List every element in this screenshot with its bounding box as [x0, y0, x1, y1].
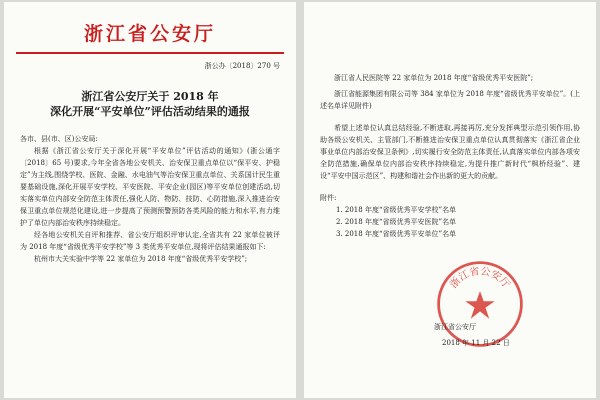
document-number: 浙公办〔2018〕270 号: [204, 62, 280, 70]
enterprise-result: 浙江省能源集团有限公司等 384 家单位为 2018 年度“省级优秀平安单位”。(上述名单详见附件): [320, 90, 580, 110]
document-page-left: [4, 2, 296, 398]
document-title: [20, 89, 280, 119]
body-paragraph-3: 杭州市大关实验中学等 22 家单位为 2018 年度“省级优秀平安学校”;: [34, 255, 248, 263]
title-line-2: 深化开展“平安单位”评估活动结果的通报: [50, 105, 250, 118]
attachment-item-1: 1. 2018 年度“省级优秀平安学校”名单: [336, 206, 457, 214]
closing-paragraph: 希望上述单位认真总结经验,不断进取,再接再厉,充分发挥典型示范引领作用,协助各级公安机关、主管部门,不断推进治安保卫重点单位认真贯彻落实《浙江省企业事业单位内部治安保卫条例》,切实履行安全防范主体责任,认真落实单位内部各项安全防范措施,确保单位内部治安秩序持续稳定,为提升推广新时代“枫桥经验”、建设“平安中国示范区”、构建和谐社会作出新的更大的贡献。: [320, 124, 580, 180]
attachment-item-3: 3. 2018 年度“省级优秀平安单位”名单: [336, 230, 457, 238]
signature-date: 2018 年 11 月 22 日: [442, 339, 510, 347]
svg-text:浙江省公安厅: 浙江省公安厅: [448, 266, 512, 291]
document-page-right: [304, 2, 596, 398]
body-paragraph-1: 根据《浙江省公安厅关于深化开展“平安单位”评估活动的通知》(浙公通字〔2018〕65 号)要求,今年全省各地公安机关、治安保卫重点单位以“保平安、护稳定”为主线,围绕学校、医院、金融、水电油气等治安保卫重点单位、关系国计民生重要基础设施,深化开展平安学校、平安医院、平安企业(园区)等平安单位创建活动,切实落实单位内部安全防范主体责任,强化人防、物防、技防、心防措施,深入推进治安保卫重点单位规范化建设,进一步提高了预测预警预防各类风险的能力和水平,有力维护了单位内部治安秩序持续稳定。: [20, 147, 280, 227]
title-line-1: 浙江省公安厅关于 2018 年: [81, 90, 219, 103]
official-seal: [434, 258, 526, 350]
addressee: 各市、县(市、区)公安局:: [20, 135, 98, 143]
hospital-result: 浙江省人民医院等 22 家单位为 2018 年度“省级优秀平安医院”;: [334, 74, 534, 82]
attachment-title: 附件:: [320, 194, 337, 202]
red-header-rule: [16, 52, 284, 54]
agency-header: 浙江省公安厅: [83, 23, 216, 45]
signature-agency: 浙江省公安厅: [434, 323, 476, 331]
attachment-item-2: 2. 2018 年度“省级优秀平安医院”名单: [336, 218, 457, 226]
body-paragraph-2: 经各地公安机关自评和推荐、省公安厅组织评审认定,全省共有 22 家单位被评为 2018 年度“省级优秀平安学校”等 3 类优秀平安单位,现将评估结果通报如下:: [20, 231, 280, 251]
